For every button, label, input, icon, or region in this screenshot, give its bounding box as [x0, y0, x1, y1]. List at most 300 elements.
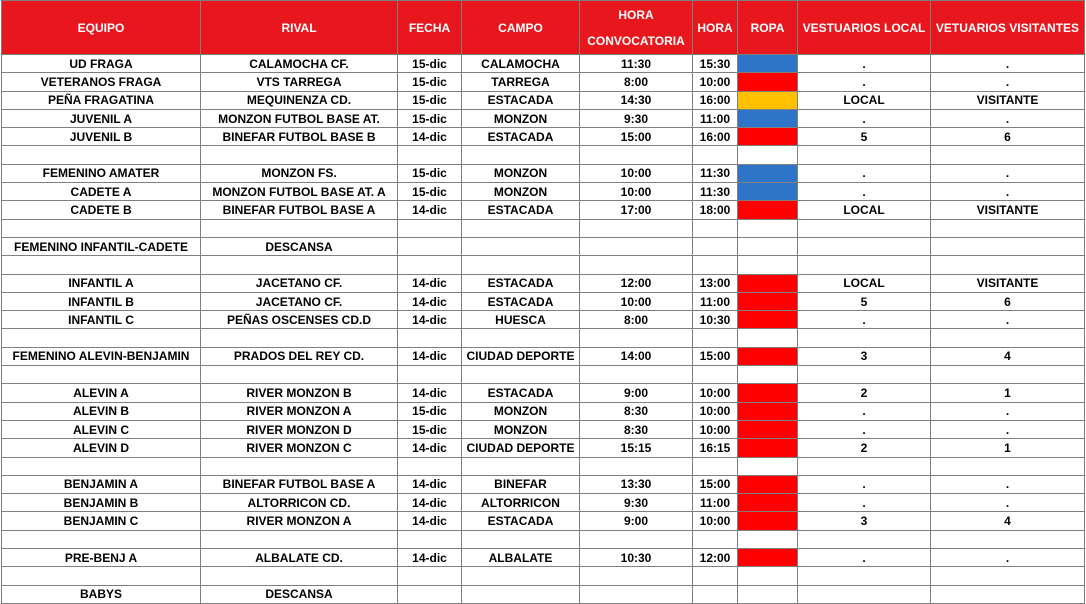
cell-vestuario-visitante	[931, 457, 1085, 475]
cell-rival: RIVER MONZON C	[201, 439, 398, 457]
kit-color-swatch	[738, 420, 798, 438]
cell-vestuario-local: 2	[798, 439, 931, 457]
cell-hora-convocatoria: 8:00	[580, 311, 693, 329]
cell-vestuario-local: .	[798, 402, 931, 420]
kit-color-swatch	[738, 274, 798, 292]
cell-equipo: BENJAMIN C	[2, 512, 201, 530]
kit-color-swatch	[738, 549, 798, 567]
cell-hora-convocatoria	[580, 366, 693, 384]
cell-campo: ALTORRICON	[462, 494, 580, 512]
cell-vestuario-visitante	[931, 329, 1085, 347]
cell-campo: HUESCA	[462, 311, 580, 329]
cell-campo: BINEFAR	[462, 475, 580, 493]
cell-rival	[201, 567, 398, 585]
cell-hora: 16:15	[693, 439, 738, 457]
cell-vestuario-local	[798, 530, 931, 548]
cell-fecha	[398, 366, 462, 384]
cell-vestuario-visitante: .	[931, 311, 1085, 329]
cell-fecha	[398, 146, 462, 164]
cell-rival	[201, 146, 398, 164]
cell-vestuario-local: LOCAL	[798, 201, 931, 219]
cell-vestuario-visitante: 4	[931, 347, 1085, 365]
table-row	[2, 366, 1085, 384]
cell-equipo: UD FRAGA	[2, 55, 201, 73]
table-row	[2, 329, 1085, 347]
cell-rival: CALAMOCHA CF.	[201, 55, 398, 73]
cell-campo: TARREGA	[462, 73, 580, 91]
cell-fecha: 15-dic	[398, 109, 462, 127]
kit-color-swatch	[738, 384, 798, 402]
cell-vestuario-visitante	[931, 146, 1085, 164]
table-row	[2, 512, 1085, 530]
cell-vestuario-local: 2	[798, 384, 931, 402]
cell-vestuario-local	[798, 219, 931, 237]
cell-fecha: 15-dic	[398, 164, 462, 182]
cell-hora-convocatoria: 13:30	[580, 475, 693, 493]
cell-hora: 11:30	[693, 183, 738, 201]
cell-equipo: FEMENINO ALEVIN-BENJAMIN	[2, 347, 201, 365]
table-row	[2, 219, 1085, 237]
cell-equipo: FEMENINO INFANTIL-CADETE	[2, 237, 201, 255]
cell-hora: 11:00	[693, 109, 738, 127]
cell-hora: 11:00	[693, 292, 738, 310]
kit-color-swatch	[738, 402, 798, 420]
schedule-body	[2, 55, 1085, 604]
kit-color-swatch	[738, 146, 798, 164]
cell-campo	[462, 567, 580, 585]
kit-color-swatch	[738, 73, 798, 91]
table-row	[2, 274, 1085, 292]
cell-hora-convocatoria	[580, 237, 693, 255]
cell-fecha: 14-dic	[398, 347, 462, 365]
cell-hora-convocatoria	[580, 329, 693, 347]
kit-color-swatch	[738, 219, 798, 237]
cell-hora-convocatoria: 9:30	[580, 494, 693, 512]
cell-vestuario-local: .	[798, 549, 931, 567]
cell-vestuario-visitante: 6	[931, 292, 1085, 310]
cell-vestuario-visitante: .	[931, 402, 1085, 420]
cell-fecha: 15-dic	[398, 55, 462, 73]
kit-color-swatch	[738, 366, 798, 384]
table-row	[2, 201, 1085, 219]
cell-vestuario-local	[798, 457, 931, 475]
cell-campo	[462, 237, 580, 255]
cell-campo: ALBALATE	[462, 549, 580, 567]
cell-fecha: 14-dic	[398, 512, 462, 530]
cell-hora-convocatoria: 8:00	[580, 73, 693, 91]
cell-fecha: 14-dic	[398, 311, 462, 329]
cell-vestuario-visitante: .	[931, 549, 1085, 567]
cell-hora: 10:00	[693, 420, 738, 438]
cell-campo	[462, 329, 580, 347]
cell-vestuario-visitante: 1	[931, 384, 1085, 402]
cell-equipo: ALEVIN B	[2, 402, 201, 420]
cell-vestuario-visitante	[931, 567, 1085, 585]
cell-hora	[693, 585, 738, 603]
cell-rival	[201, 329, 398, 347]
cell-equipo: BENJAMIN A	[2, 475, 201, 493]
cell-vestuario-visitante	[931, 585, 1085, 603]
cell-campo: MONZON	[462, 183, 580, 201]
cell-hora: 11:00	[693, 494, 738, 512]
cell-equipo: ALEVIN D	[2, 439, 201, 457]
cell-vestuario-visitante: .	[931, 109, 1085, 127]
cell-fecha: 14-dic	[398, 274, 462, 292]
cell-vestuario-visitante: 6	[931, 128, 1085, 146]
cell-vestuario-local: .	[798, 109, 931, 127]
cell-rival: PEÑAS OSCENSES CD.D	[201, 311, 398, 329]
cell-campo	[462, 457, 580, 475]
cell-vestuario-local: 3	[798, 512, 931, 530]
table-row	[2, 73, 1085, 91]
cell-equipo	[2, 219, 201, 237]
cell-hora-convocatoria: 14:30	[580, 91, 693, 109]
cell-vestuario-local: .	[798, 55, 931, 73]
cell-hora-convocatoria: 10:00	[580, 164, 693, 182]
cell-vestuario-visitante: .	[931, 420, 1085, 438]
cell-hora-convocatoria: 10:00	[580, 183, 693, 201]
kit-color-swatch	[738, 475, 798, 493]
cell-fecha: 14-dic	[398, 292, 462, 310]
cell-hora: 16:00	[693, 91, 738, 109]
kit-color-swatch	[738, 237, 798, 255]
cell-hora: 10:00	[693, 512, 738, 530]
cell-vestuario-visitante: .	[931, 73, 1085, 91]
header-equipo: EQUIPO	[2, 1, 201, 55]
cell-hora: 12:00	[693, 549, 738, 567]
table-row	[2, 256, 1085, 274]
cell-rival: RIVER MONZON A	[201, 512, 398, 530]
schedule-table	[1, 0, 1085, 604]
cell-campo: ESTACADA	[462, 512, 580, 530]
cell-fecha	[398, 237, 462, 255]
table-row	[2, 292, 1085, 310]
cell-rival: JACETANO CF.	[201, 292, 398, 310]
table-row	[2, 311, 1085, 329]
cell-rival: RIVER MONZON B	[201, 384, 398, 402]
cell-hora: 18:00	[693, 201, 738, 219]
cell-vestuario-local: 5	[798, 128, 931, 146]
cell-equipo: VETERANOS FRAGA	[2, 73, 201, 91]
cell-hora-convocatoria	[580, 567, 693, 585]
cell-hora-convocatoria: 10:30	[580, 549, 693, 567]
cell-equipo: ALEVIN C	[2, 420, 201, 438]
table-row	[2, 237, 1085, 255]
cell-hora	[693, 146, 738, 164]
cell-campo: MONZON	[462, 420, 580, 438]
cell-rival: MEQUINENZA CD.	[201, 91, 398, 109]
cell-hora-convocatoria: 15:00	[580, 128, 693, 146]
cell-campo	[462, 219, 580, 237]
cell-hora-convocatoria: 8:30	[580, 420, 693, 438]
table-row	[2, 420, 1085, 438]
cell-rival	[201, 256, 398, 274]
header-hora-convocatoria	[580, 1, 693, 55]
cell-campo: ESTACADA	[462, 274, 580, 292]
cell-hora-convocatoria: 9:30	[580, 109, 693, 127]
cell-hora-convocatoria: 11:30	[580, 55, 693, 73]
kit-color-swatch	[738, 128, 798, 146]
cell-rival: MONZON FUTBOL BASE AT. A	[201, 183, 398, 201]
cell-vestuario-visitante	[931, 219, 1085, 237]
header-campo: CAMPO	[462, 1, 580, 55]
cell-equipo: JUVENIL B	[2, 128, 201, 146]
cell-fecha: 14-dic	[398, 384, 462, 402]
kit-color-swatch	[738, 494, 798, 512]
cell-rival: BINEFAR FUTBOL BASE B	[201, 128, 398, 146]
cell-equipo	[2, 256, 201, 274]
cell-fecha: 15-dic	[398, 402, 462, 420]
cell-vestuario-local: .	[798, 475, 931, 493]
cell-vestuario-visitante	[931, 256, 1085, 274]
cell-hora: 15:00	[693, 475, 738, 493]
table-row	[2, 128, 1085, 146]
cell-equipo: PEÑA FRAGATINA	[2, 91, 201, 109]
table-row	[2, 183, 1085, 201]
kit-color-swatch	[738, 55, 798, 73]
cell-hora-convocatoria: 12:00	[580, 274, 693, 292]
table-row	[2, 585, 1085, 603]
table-row	[2, 347, 1085, 365]
table-row	[2, 457, 1085, 475]
cell-hora	[693, 237, 738, 255]
cell-hora-convocatoria: 15:15	[580, 439, 693, 457]
table-row	[2, 475, 1085, 493]
cell-fecha	[398, 219, 462, 237]
cell-rival: JACETANO CF.	[201, 274, 398, 292]
cell-fecha	[398, 329, 462, 347]
cell-vestuario-local	[798, 585, 931, 603]
header-hora: HORA	[693, 1, 738, 55]
table-row	[2, 549, 1085, 567]
cell-hora: 11:30	[693, 164, 738, 182]
cell-hora-convocatoria	[580, 457, 693, 475]
cell-hora	[693, 256, 738, 274]
cell-rival: DESCANSA	[201, 237, 398, 255]
cell-vestuario-local: .	[798, 311, 931, 329]
cell-hora	[693, 530, 738, 548]
header-ropa: ROPA	[738, 1, 798, 55]
header-hora-convocatoria-top: HORA	[618, 7, 654, 22]
kit-color-swatch	[738, 109, 798, 127]
cell-hora-convocatoria	[580, 219, 693, 237]
cell-rival: VTS TARREGA	[201, 73, 398, 91]
cell-campo: CIUDAD DEPORTE	[462, 439, 580, 457]
cell-vestuario-local: 3	[798, 347, 931, 365]
cell-hora	[693, 567, 738, 585]
cell-equipo	[2, 366, 201, 384]
kit-color-swatch	[738, 585, 798, 603]
table-row	[2, 384, 1085, 402]
kit-color-swatch	[738, 439, 798, 457]
cell-rival: ALTORRICON CD.	[201, 494, 398, 512]
table-row	[2, 146, 1085, 164]
cell-equipo	[2, 457, 201, 475]
cell-equipo: JUVENIL A	[2, 109, 201, 127]
cell-hora	[693, 329, 738, 347]
cell-vestuario-visitante: .	[931, 494, 1085, 512]
cell-vestuario-local	[798, 146, 931, 164]
cell-hora	[693, 219, 738, 237]
cell-vestuario-local: 5	[798, 292, 931, 310]
cell-vestuario-visitante: .	[931, 55, 1085, 73]
cell-rival: ALBALATE CD.	[201, 549, 398, 567]
cell-campo	[462, 256, 580, 274]
cell-fecha	[398, 585, 462, 603]
cell-fecha: 14-dic	[398, 475, 462, 493]
cell-vestuario-local: .	[798, 164, 931, 182]
cell-vestuario-local: LOCAL	[798, 274, 931, 292]
header-vestuarios-local: VESTUARIOS LOCAL	[798, 1, 931, 55]
cell-campo: CALAMOCHA	[462, 55, 580, 73]
kit-color-swatch	[738, 567, 798, 585]
cell-vestuario-visitante: 1	[931, 439, 1085, 457]
table-row	[2, 91, 1085, 109]
cell-hora-convocatoria	[580, 146, 693, 164]
cell-vestuario-visitante: VISITANTE	[931, 91, 1085, 109]
cell-vestuario-local: .	[798, 183, 931, 201]
cell-vestuario-local	[798, 567, 931, 585]
cell-campo	[462, 530, 580, 548]
cell-rival: MONZON FUTBOL BASE AT.	[201, 109, 398, 127]
cell-hora: 15:30	[693, 55, 738, 73]
cell-hora-convocatoria: 8:30	[580, 402, 693, 420]
cell-equipo: CADETE B	[2, 201, 201, 219]
cell-equipo: CADETE A	[2, 183, 201, 201]
cell-rival: DESCANSA	[201, 585, 398, 603]
cell-hora-convocatoria: 14:00	[580, 347, 693, 365]
cell-fecha	[398, 256, 462, 274]
cell-campo: CIUDAD DEPORTE	[462, 347, 580, 365]
cell-hora: 16:00	[693, 128, 738, 146]
cell-equipo: PRE-BENJ A	[2, 549, 201, 567]
kit-color-swatch	[738, 256, 798, 274]
cell-rival: BINEFAR FUTBOL BASE A	[201, 201, 398, 219]
cell-vestuario-visitante	[931, 237, 1085, 255]
kit-color-swatch	[738, 530, 798, 548]
cell-vestuario-local: .	[798, 73, 931, 91]
cell-hora: 13:00	[693, 274, 738, 292]
cell-vestuario-visitante	[931, 366, 1085, 384]
cell-vestuario-visitante: 4	[931, 512, 1085, 530]
cell-fecha: 14-dic	[398, 439, 462, 457]
cell-rival: MONZON FS.	[201, 164, 398, 182]
cell-fecha: 15-dic	[398, 73, 462, 91]
cell-hora-convocatoria: 9:00	[580, 384, 693, 402]
cell-rival	[201, 219, 398, 237]
table-row	[2, 109, 1085, 127]
cell-equipo	[2, 146, 201, 164]
cell-fecha: 14-dic	[398, 201, 462, 219]
cell-hora-convocatoria: 9:00	[580, 512, 693, 530]
cell-vestuario-local: .	[798, 494, 931, 512]
cell-vestuario-local: LOCAL	[798, 91, 931, 109]
table-row	[2, 494, 1085, 512]
cell-hora-convocatoria: 17:00	[580, 201, 693, 219]
cell-hora-convocatoria: 10:00	[580, 292, 693, 310]
cell-campo: MONZON	[462, 164, 580, 182]
cell-campo: MONZON	[462, 402, 580, 420]
table-row	[2, 55, 1085, 73]
cell-vestuario-visitante: .	[931, 475, 1085, 493]
table-row	[2, 567, 1085, 585]
header-fecha: FECHA	[398, 1, 462, 55]
cell-hora: 10:00	[693, 402, 738, 420]
kit-color-swatch	[738, 329, 798, 347]
kit-color-swatch	[738, 347, 798, 365]
cell-vestuario-visitante: VISITANTE	[931, 274, 1085, 292]
cell-vestuario-local	[798, 329, 931, 347]
cell-fecha	[398, 457, 462, 475]
kit-color-swatch	[738, 457, 798, 475]
kit-color-swatch	[738, 201, 798, 219]
cell-campo	[462, 366, 580, 384]
cell-vestuario-local	[798, 366, 931, 384]
cell-rival	[201, 457, 398, 475]
cell-rival: RIVER MONZON D	[201, 420, 398, 438]
cell-hora: 10:00	[693, 73, 738, 91]
cell-fecha: 14-dic	[398, 549, 462, 567]
kit-color-swatch	[738, 512, 798, 530]
kit-color-swatch	[738, 292, 798, 310]
cell-equipo: BABYS	[2, 585, 201, 603]
table-row	[2, 402, 1085, 420]
cell-equipo	[2, 530, 201, 548]
cell-fecha	[398, 530, 462, 548]
cell-hora: 10:30	[693, 311, 738, 329]
cell-equipo	[2, 567, 201, 585]
table-row	[2, 530, 1085, 548]
cell-vestuario-visitante: VISITANTE	[931, 201, 1085, 219]
table-row	[2, 439, 1085, 457]
cell-rival: PRADOS DEL REY CD.	[201, 347, 398, 365]
table-row	[2, 164, 1085, 182]
cell-hora: 15:00	[693, 347, 738, 365]
cell-vestuario-visitante	[931, 530, 1085, 548]
cell-vestuario-visitante: .	[931, 183, 1085, 201]
cell-fecha: 15-dic	[398, 183, 462, 201]
cell-fecha: 15-dic	[398, 420, 462, 438]
kit-color-swatch	[738, 183, 798, 201]
cell-hora: 10:00	[693, 384, 738, 402]
cell-hora-convocatoria	[580, 256, 693, 274]
cell-campo: ESTACADA	[462, 91, 580, 109]
cell-campo: MONZON	[462, 109, 580, 127]
cell-rival: RIVER MONZON A	[201, 402, 398, 420]
header-hora-convocatoria-bottom: CONVOCATORIA	[587, 33, 685, 48]
cell-rival: BINEFAR FUTBOL BASE A	[201, 475, 398, 493]
cell-hora-convocatoria	[580, 530, 693, 548]
cell-vestuario-local	[798, 256, 931, 274]
cell-campo: ESTACADA	[462, 292, 580, 310]
cell-equipo	[2, 329, 201, 347]
cell-fecha	[398, 567, 462, 585]
header-row	[2, 1, 1085, 55]
cell-campo: ESTACADA	[462, 384, 580, 402]
cell-rival	[201, 530, 398, 548]
header-rival: RIVAL	[201, 1, 398, 55]
cell-equipo: BENJAMIN B	[2, 494, 201, 512]
cell-equipo: FEMENINO AMATER	[2, 164, 201, 182]
cell-campo: ESTACADA	[462, 201, 580, 219]
cell-campo	[462, 146, 580, 164]
cell-hora	[693, 457, 738, 475]
cell-vestuario-local	[798, 237, 931, 255]
cell-vestuario-visitante: .	[931, 164, 1085, 182]
cell-equipo: INFANTIL C	[2, 311, 201, 329]
cell-campo: ESTACADA	[462, 128, 580, 146]
cell-equipo: INFANTIL B	[2, 292, 201, 310]
